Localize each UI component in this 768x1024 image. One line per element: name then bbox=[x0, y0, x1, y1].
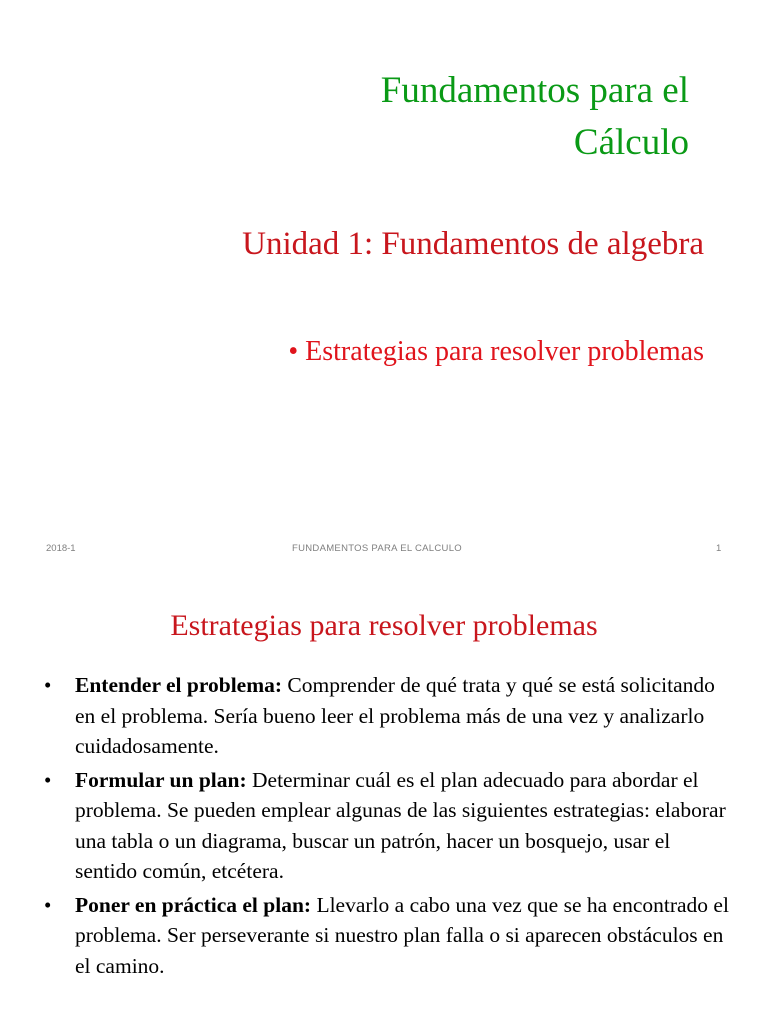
strategy-body: Determinar cuál es el plan adecuado para abordar el problema. Se pueden emplear algunas de las siguientes estrategias: elaborar una tabla o un diagrama, buscar un patrón, hacer un bosquejo, usar el sentido común, etcétera. bbox=[75, 767, 726, 883]
bullet-icon: • bbox=[44, 767, 52, 792]
footer-course-name: FUNDAMENTOS PARA EL CALCULO bbox=[292, 543, 462, 554]
footer-date: 2018-1 bbox=[46, 543, 76, 554]
footer-page-number: 1 bbox=[716, 543, 722, 554]
topic-bullet-text: Estrategias para resolver problemas bbox=[305, 336, 704, 367]
bullet-icon: • bbox=[44, 673, 52, 697]
slide-2 bbox=[0, 572, 768, 1024]
strategy-body: Comprender de qué trata y qué se está solicitando en el problema. Sería bueno leer el problema más de una vez y analizarlo cuidadosamente. bbox=[75, 673, 715, 758]
strategy-item bbox=[44, 670, 734, 762]
strategy-heading: Poner en práctica el plan: bbox=[75, 892, 312, 917]
unit-title: Unidad 1: Fundamentos de algebra bbox=[242, 226, 704, 262]
strategy-body: Llevarlo a cabo una vez que se ha encontrado el problema. Ser perseverante si nuestro plan falla o si aparecen obstáculos en el camino. bbox=[75, 892, 729, 978]
strategy-heading: Formular un plan: bbox=[75, 767, 247, 792]
strategy-item bbox=[44, 765, 734, 887]
slide-title-line-1: Fundamentos para el bbox=[380, 70, 689, 111]
topic-bullet bbox=[288, 338, 704, 366]
slide-2-title: Estrategias para resolver problemas bbox=[170, 609, 598, 642]
strategy-list bbox=[44, 670, 734, 984]
strategy-heading: Entender el problema: bbox=[75, 673, 283, 697]
slide-title-line-2: Cálculo bbox=[573, 122, 689, 163]
bullet-icon: • bbox=[44, 892, 52, 917]
bullet-icon: • bbox=[288, 336, 299, 367]
strategy-item bbox=[44, 890, 734, 982]
